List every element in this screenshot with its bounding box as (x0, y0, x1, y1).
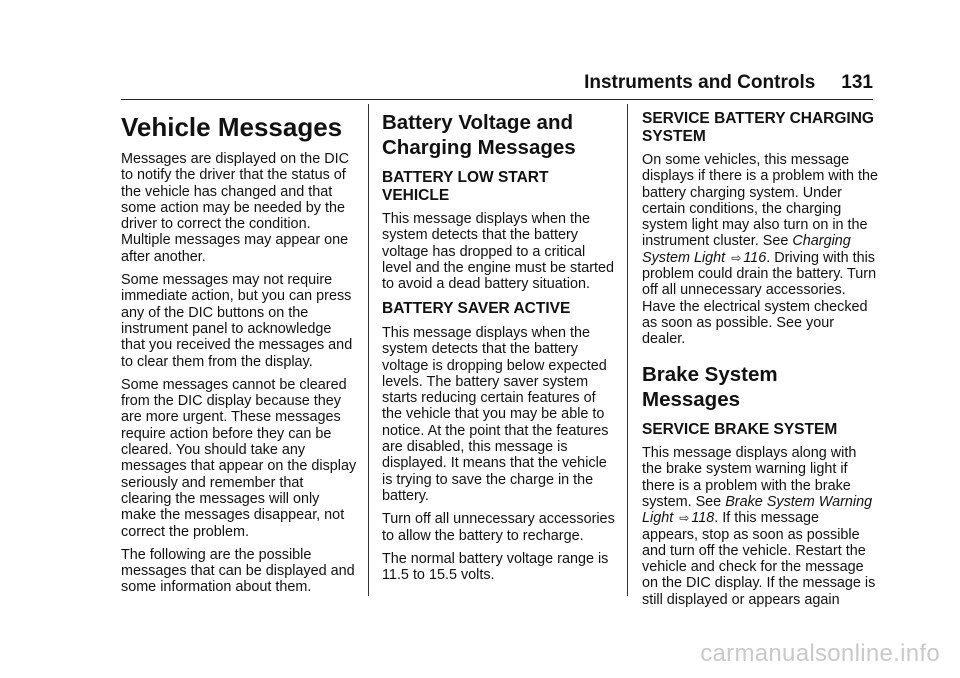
page-number: 131 (841, 72, 873, 93)
service-brake-subheading: SERVICE BRAKE SYSTEM (642, 420, 838, 438)
paragraph: The normal battery voltage range is 11.5 to 15.5 volts. (382, 550, 609, 584)
battery-low-start-subheading: BATTERY LOW START VEHICLE (382, 169, 549, 204)
paragraph: This message displays when the system detects that the battery voltage has dropped to a critical level and the engine must be started to avoid a dead battery situation. (382, 211, 614, 293)
page-ref-arrow-icon: ⇨ (731, 250, 742, 265)
brake-system-heading: Brake System Messages (642, 362, 778, 411)
paragraph: On some vehicles, this message displays if there is a problem with the battery charging system. Under certain conditions, the charging system light may also turn on in the instrument cluster. See Charging System Light ⇨ 116. Driving with this problem could drain the battery. Turn off all unnecessary accessories. Have the electrical system checked as soon as possible. See your dealer. (642, 152, 878, 348)
column-2 (382, 108, 616, 590)
service-battery-subheading: SERVICE BATTERY CHARGING SYSTEM (642, 110, 874, 145)
page-header (121, 72, 873, 94)
paragraph: The following are the possible messages that can be displayed and some information about them. (121, 546, 355, 596)
paragraph: Turn off all unnecessary accessories to allow the battery to recharge. (382, 511, 615, 544)
column-divider-1 (368, 104, 369, 596)
column-3 (642, 108, 878, 615)
charging-system-light-link[interactable]: Charging System Light (642, 233, 851, 266)
section-title: Instruments and Controls (584, 72, 816, 93)
paragraph: Some messages may not require immediate action, but you can press any of the DIC buttons on the instrument panel to acknowledge that you received the messages and to clear them from the display. (121, 272, 353, 370)
column-1 (121, 108, 357, 603)
paragraph: Messages are displayed on the DIC to notify the driver that the status of the vehicle has changed and that some action may be needed by the driver to correct the condition. Multiple messages may appear one after another. (121, 151, 349, 265)
vehicle-messages-heading: Vehicle Messages (121, 112, 343, 142)
column-divider-2 (627, 104, 628, 596)
paragraph: This message displays when the system detects that the battery voltage is dropping below expected levels. The battery saver system starts reducing certain features of the vehicle that you may be able to notice. At the point that the features are disabled, this message is displayed. It means that the vehicle is trying to save the charge in the battery. (382, 324, 609, 504)
paragraph: Some messages cannot be cleared from the DIC display because they are more urgent. These messages require action before they can be cleared. You should take any messages that appear on the display seriously and remember that clearing the messages will only make the messages disappear, not correct the problem. (121, 376, 357, 540)
watermark: carmanualsonline.info (700, 640, 940, 667)
paragraph: This message displays along with the brake system warning light if there is a problem with the brake system. See Brake System Warning Light ⇨ 118. If this message appears, stop as soon as possible and turn off the vehicle. Restart the vehicle and check for the message on the DIC display. If the message is still displayed or appears again (642, 445, 876, 608)
battery-saver-subheading: BATTERY SAVER ACTIVE (382, 300, 571, 318)
page-ref-116[interactable]: 116 (743, 249, 767, 266)
battery-voltage-heading: Battery Voltage and Charging Messages (382, 111, 576, 159)
header-rule (121, 99, 873, 100)
page-ref-118[interactable]: 118 (691, 510, 715, 527)
page-ref-arrow-icon: ⇨ (679, 511, 690, 526)
brake-system-warning-light-link[interactable]: Brake System Warning Light (642, 493, 873, 527)
